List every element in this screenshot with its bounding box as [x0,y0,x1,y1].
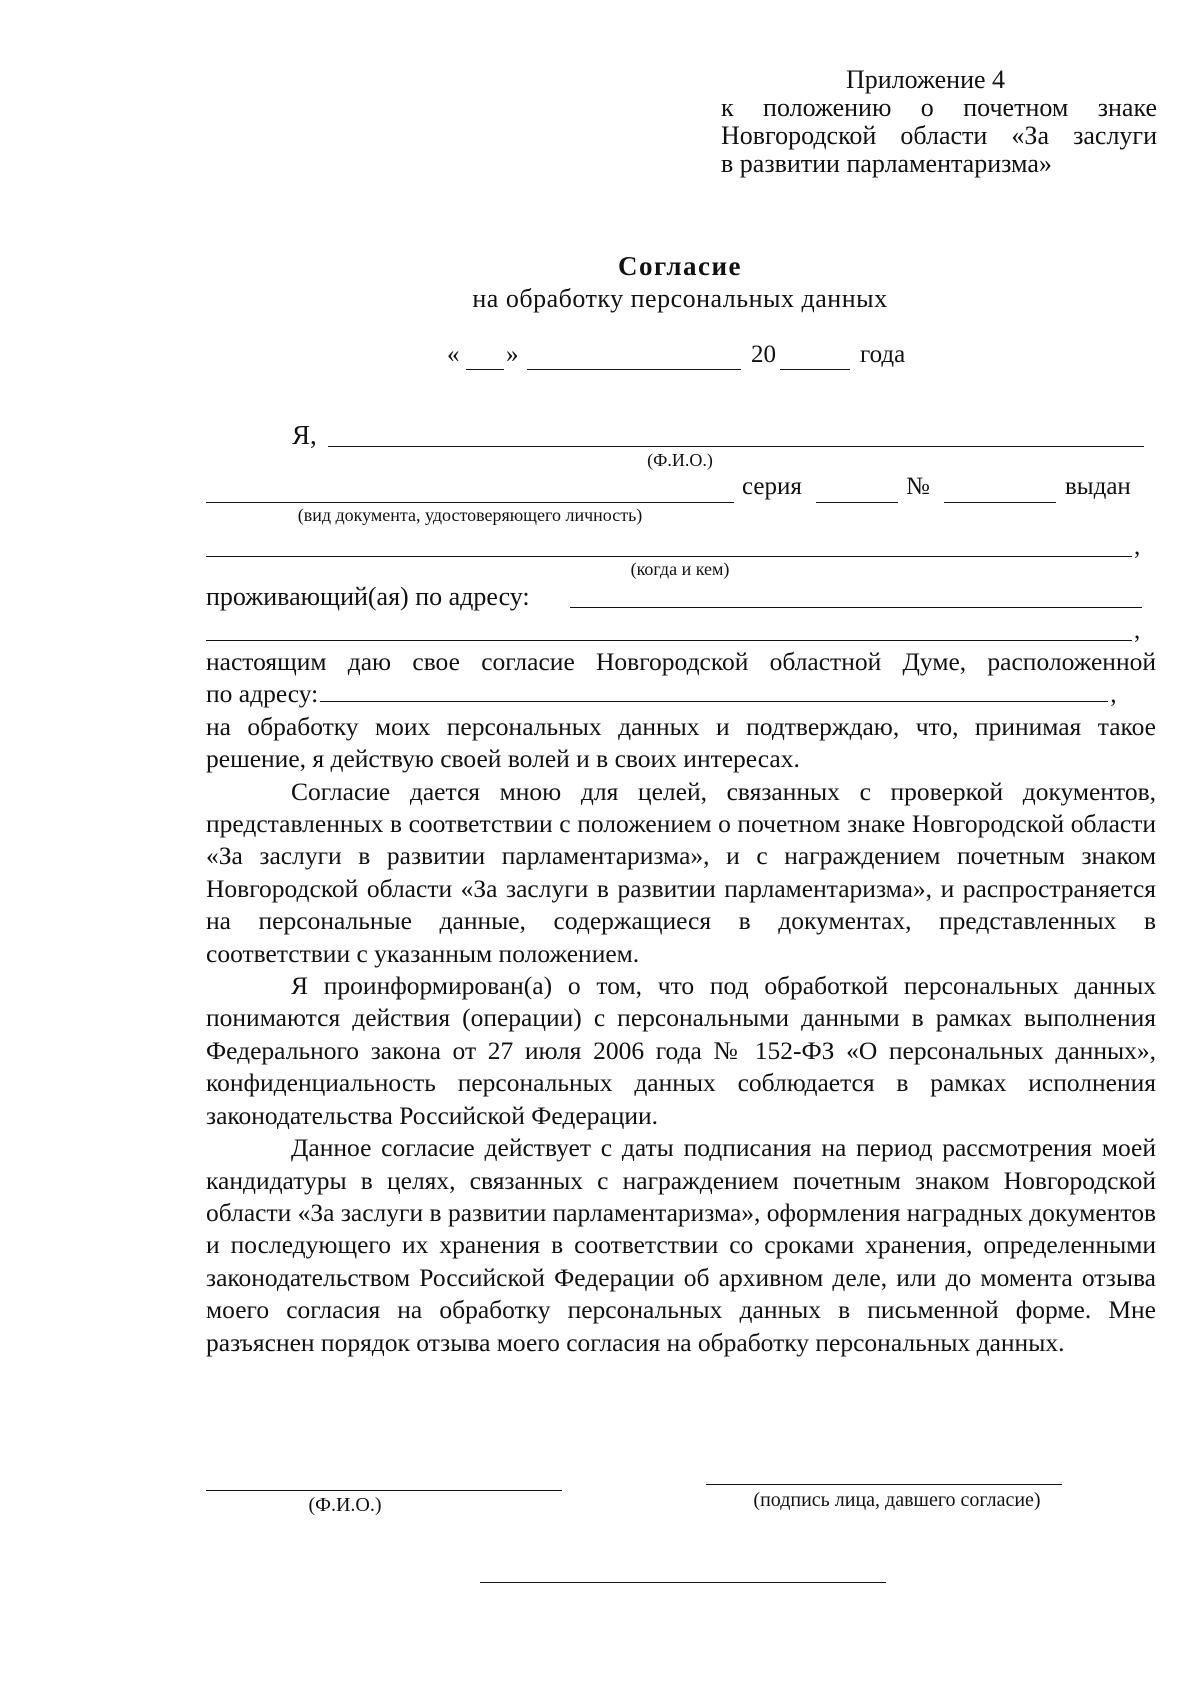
appendix-line: Новгородской области «За заслуги [721,121,1157,150]
fio-signature-line [206,1490,562,1491]
fio-caption: (Ф.И.О.) [647,450,713,470]
series-label: серия [742,473,802,500]
month-blank-line [527,369,741,370]
number-label: № [906,473,930,500]
signature-fio-caption: (Ф.И.О.) [308,1494,382,1516]
year-suffix: года [860,341,906,368]
informed-paragraph: Я проинформирован(а) о том, что под обработкой персональных данных понимаются действия (операции) с персональными данными в рамках выполнения Федерального закона от 27 июля 2006 года № 152-ФЗ «О персональных данных», конфиденциальность персональных данных соблюдается в рамках исполнения законодательства Российской Федерации. [206,971,1156,1130]
i-label: Я, [292,420,317,450]
consent-paragraph: на обработку моих персональных данных и подтверждаю, что, принимая такое решение, я действую своей волей и в своих интересах. [206,711,1156,774]
appendix-header [721,66,1157,178]
when-by-whom-caption: (когда и кем) [630,559,730,579]
address-blank-line-2 [206,640,1132,641]
document-type-caption: (вид документа, удостоверяющего личность) [297,505,643,525]
residing-label: проживающий(ая) по адресу: [206,582,530,611]
issued-label: выдан [1065,473,1131,500]
address-label: по адресу: [206,679,319,709]
date-open-quote: « [447,341,460,368]
document-type-blank-line [206,502,734,503]
document-subtitle: на обработку персональных данных [472,284,888,313]
address-blank-line [570,607,1142,608]
year-prefix: 20 [751,341,776,368]
appendix-line: в развитии парламентаризма» [721,149,1052,178]
consent-line: настоящим даю свое согласие Новгородской областной Думе, расположенной [206,647,1156,676]
signature-caption: (подпись лица, давшего согласие) [753,1489,1041,1511]
day-blank-line [466,369,504,370]
issued-by-blank-line [206,556,1132,557]
fio-blank-line [328,446,1144,447]
signature-line [706,1484,1062,1485]
comma: , [1134,533,1141,560]
year-blank-line [780,369,850,370]
comma: , [1110,679,1117,709]
number-blank-line [944,502,1056,503]
comma: , [1134,617,1141,644]
series-blank-line [816,502,898,503]
address-row [206,678,1156,710]
date-close-quote: » [506,341,519,368]
bottom-blank-line [480,1582,886,1583]
document-body [206,646,1156,1359]
validity-paragraph: Данное согласие действует с даты подписания на период рассмотрения моей кандидатуры в целях, связанных с награждением почетным знаком Новгородской области «За заслуги в развитии парламентаризма», оформления наградных документов и последующего их хранения в соответствии со сроками хранения, определенными законодательством Российской Федерации об архивном деле, или до момента отзыва моего согласия на обработку персональных данных в письменной форме. Мне разъяснен порядок отзыва моего согласия на обработку персональных данных. [206,1133,1156,1357]
appendix-number: Приложение 4 [846,65,1006,94]
duma-address-blank-line [320,679,1108,702]
appendix-line: к положению о почетном знаке [721,93,1157,122]
document-title: Согласие [617,251,743,281]
purpose-paragraph: Согласие дается мною для целей, связанных с проверкой документов, представленных в соответствии с положением о почетном знаке Новгородской области «За заслуги в развитии парламентаризма», и с награждением почетным знаком Новгородской области «За заслуги в развитии парламентаризма», и распространяется на персональные данные, содержащиеся в документах, представленных в соответствии с указанным положением. [206,776,1156,968]
